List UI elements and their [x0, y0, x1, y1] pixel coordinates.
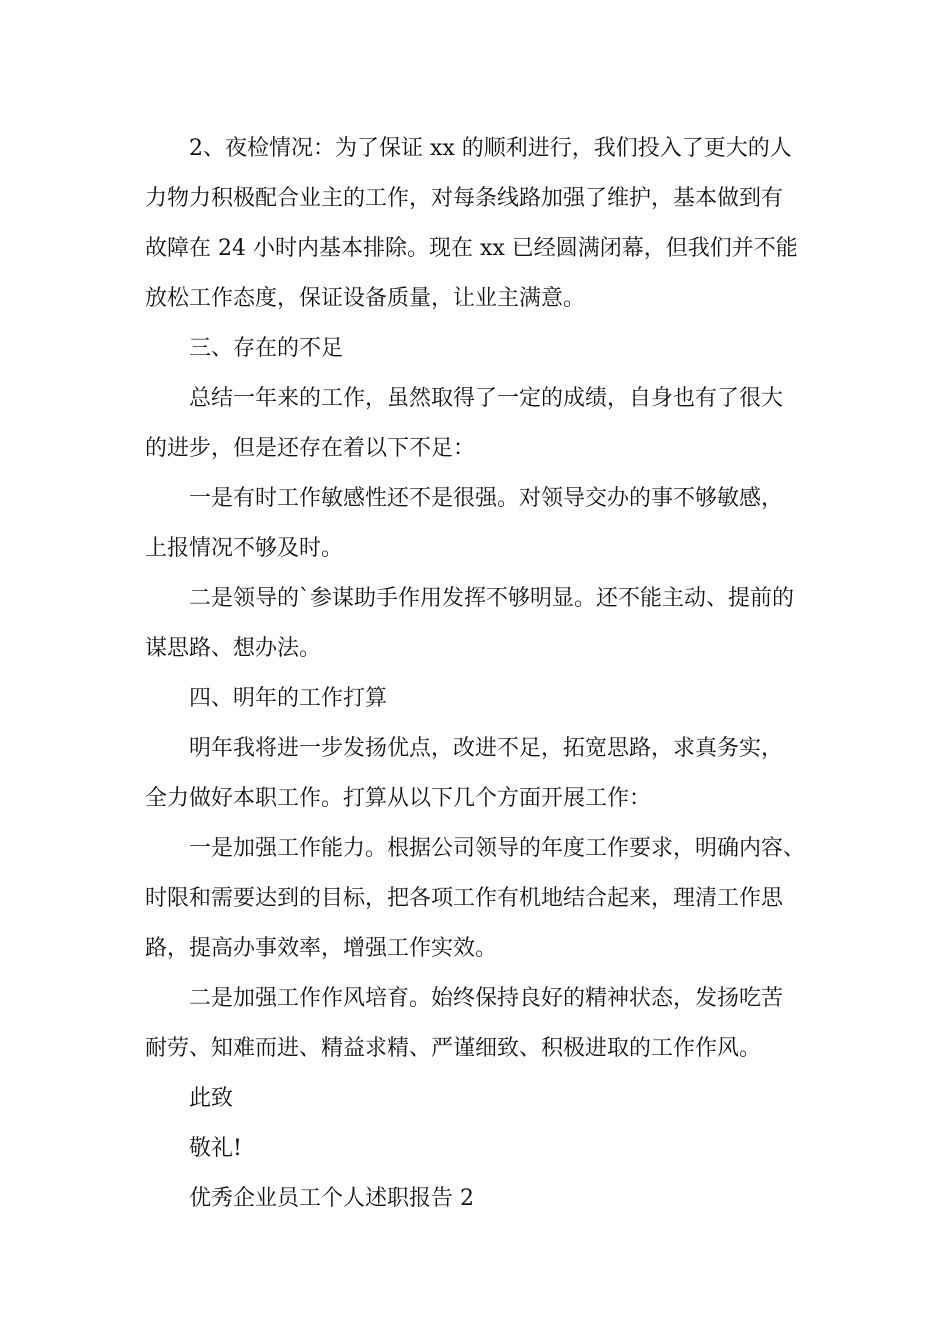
text-line: 故障在 24 小时内基本排除。现在 xx 已经圆满闭幕，但我们并不能: [145, 236, 798, 261]
paragraph-plan-one: [145, 824, 815, 974]
text-line: 谋思路、想办法。: [145, 636, 322, 661]
text-line: 路，提高办事效率，增强工作实效。: [145, 936, 498, 961]
text-line: 力物力积极配合业主的工作，对每条线路加强了维护，基本做到有: [145, 186, 784, 211]
text-line: 时限和需要达到的目标，把各项工作有机地结合起来，理清工作思: [145, 886, 784, 911]
paragraph-shortcoming-two: [145, 574, 815, 674]
paragraph-night-inspection: [145, 124, 815, 324]
text-line: 总结一年来的工作，虽然取得了一定的成绩，自身也有了很大: [189, 386, 784, 411]
text-line: 耐劳、知难而进、精益求精、严谨细致、积极进取的工作作风。: [145, 1036, 762, 1061]
paragraph-plan-two: [145, 974, 815, 1074]
text-line: 上报情况不够及时。: [145, 536, 344, 561]
text-line: 二是领导的`参谋助手作用发挥不够明显。还不能主动、提前的: [189, 586, 795, 611]
text-line: 2、夜检情况：为了保证 xx 的顺利进行，我们投入了更大的人: [189, 136, 792, 161]
heading-line: 三、存在的不足: [189, 336, 344, 361]
paragraph-summary: [145, 374, 815, 474]
heading-line: 四、明年的工作打算: [189, 686, 388, 711]
next-report-title: [145, 1174, 815, 1224]
text-line: 明年我将进一步发扬优点，改进不足，拓宽思路，求真务实，: [189, 736, 784, 761]
text-line: 放松工作态度，保证设备质量，让业主满意。: [145, 286, 586, 311]
document-body: [145, 124, 815, 1224]
text-line: 一是加强工作能力。根据公司领导的年度工作要求，明确内容、: [189, 836, 806, 861]
text-line: 的进步，但是还存在着以下不足：: [145, 436, 476, 461]
closing-salutation: [145, 1074, 815, 1124]
text-line: 优秀企业员工个人述职报告 2: [189, 1186, 474, 1211]
closing-regards: [145, 1124, 815, 1174]
section-heading-shortcomings: [145, 324, 815, 374]
paragraph-shortcoming-one: [145, 474, 815, 574]
text-line: 一是有时工作敏感性还不是很强。对领导交办的事不够敏感，: [189, 486, 784, 511]
section-heading-next-year-plan: [145, 674, 815, 724]
text-line: 二是加强工作作风培育。始终保持良好的精神状态，发扬吃苦: [189, 986, 784, 1011]
text-line: 敬礼!: [189, 1136, 242, 1161]
text-line: 此致: [189, 1086, 234, 1111]
text-line: 全力做好本职工作。打算从以下几个方面开展工作：: [145, 786, 652, 811]
paragraph-plan-intro: [145, 724, 815, 824]
